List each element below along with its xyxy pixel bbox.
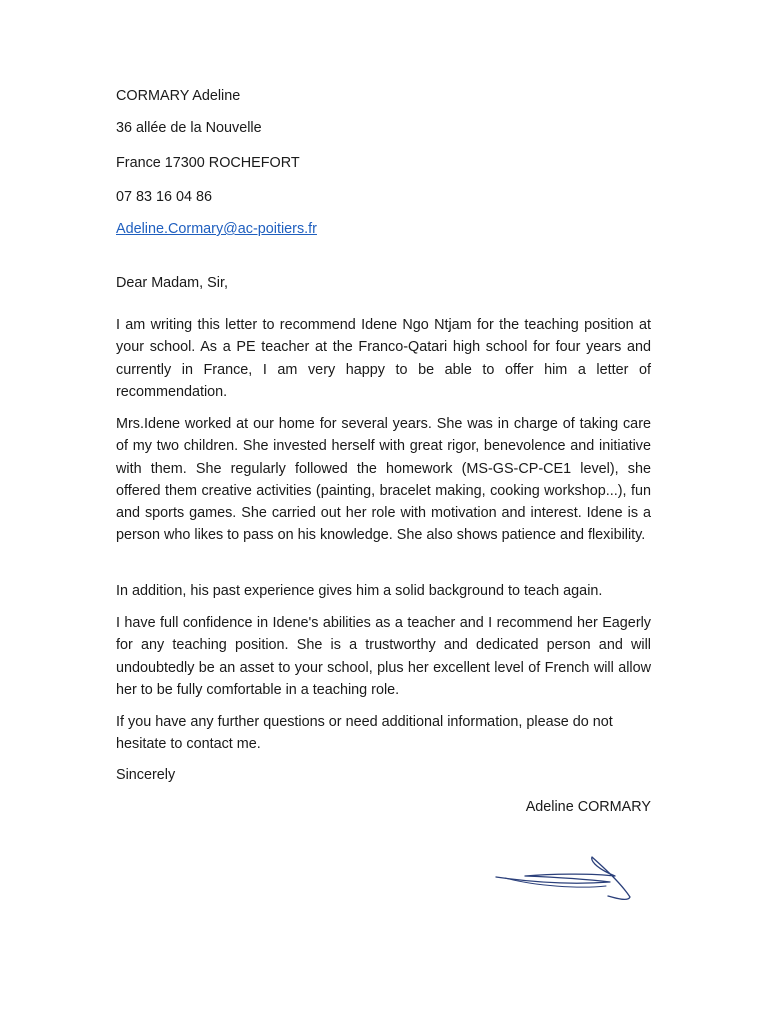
sender-name: CORMARY Adeline: [116, 88, 241, 104]
sender-email-link[interactable]: Adeline.Cormary@ac-poitiers.fr: [116, 221, 317, 237]
paragraph-5: If you have any further questions or need additional information, please do not hesitate to contact me.: [116, 714, 613, 753]
paragraph-1: I am writing this letter to recommend Idene Ngo Ntjam for the teaching position at your school. As a PE teacher at the Franco-Qatari high school for four years and currently in France, I am very happy to be able to offer him a letter of recommendation.: [116, 317, 651, 400]
paragraph-3: In addition, his past experience gives him a solid background to teach again.: [116, 583, 603, 599]
signature-name: Adeline CORMARY: [525, 799, 651, 815]
paragraph-4: I have full confidence in Idene's abilities as a teacher and I recommend her Eagerly for any teaching position. She is a trustworthy and dedicated person and will undoubtedly be an asset to your school, plus her excellent level of French will allow her to be fully comfortable in a teaching role.: [116, 615, 651, 698]
salutation: Dear Madam, Sir,: [116, 275, 228, 291]
sender-street: 36 allée de la Nouvelle: [116, 120, 262, 136]
closing: Sincerely: [116, 767, 176, 783]
paragraph-2: Mrs.Idene worked at our home for several years. She was in charge of taking care of my two children. She invested herself with great rigor, benevolence and initiative with them. She regularly followed the homework (MS-GS-CP-CE1 level), she offered them creative activities (painting, bracelet making, cooking workshop...), fun and sports games. She carried out her role with motivation and interest. Idene is a person who likes to pass on his knowledge. She also shows patience and flexibility.: [116, 416, 651, 544]
sender-city: France 17300 ROCHEFORT: [116, 155, 300, 171]
sender-phone: 07 83 16 04 86: [116, 189, 213, 205]
handwritten-signature: [490, 852, 640, 912]
